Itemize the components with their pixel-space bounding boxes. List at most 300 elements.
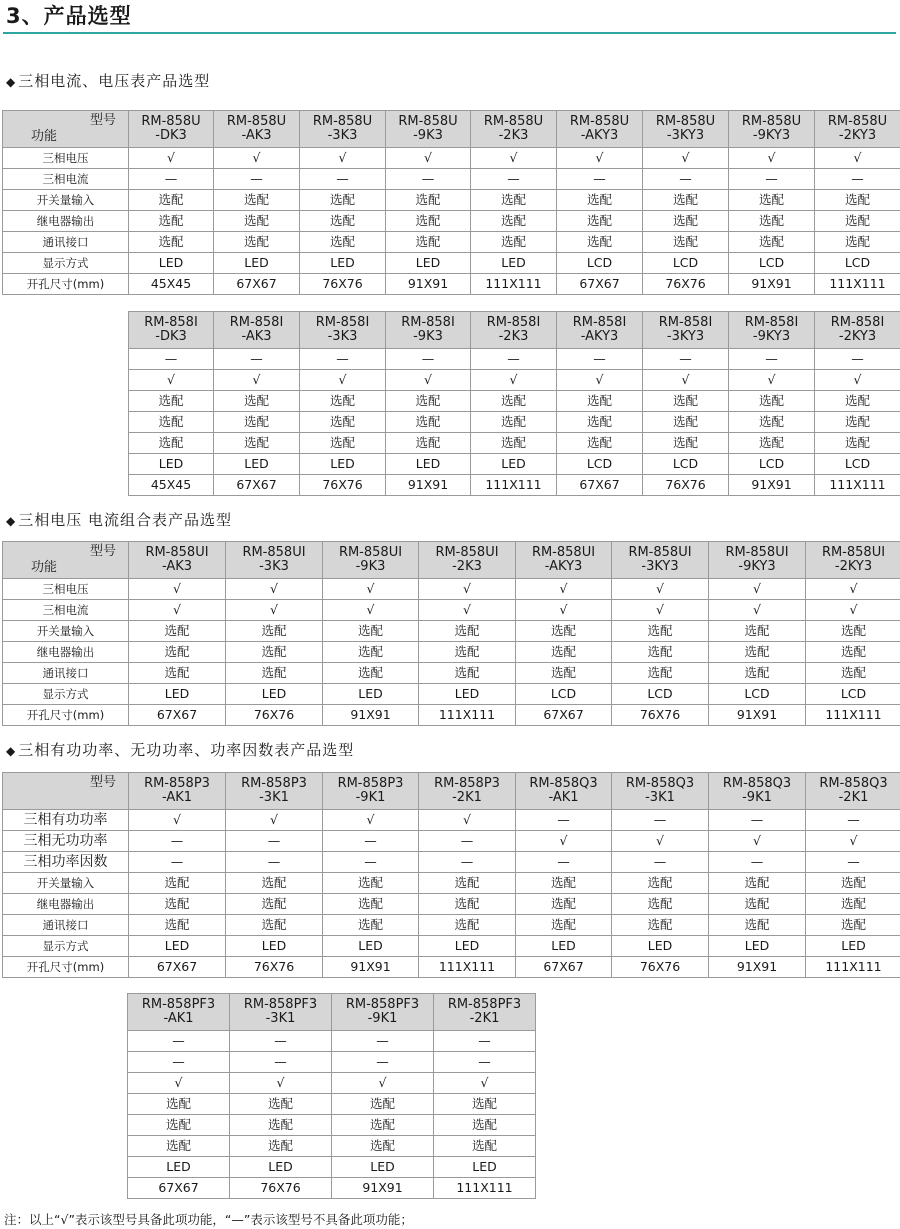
table-cell: LED	[323, 936, 419, 957]
table-cell: 选配	[612, 873, 709, 894]
model-suffix: -9K3	[413, 128, 443, 143]
table-cell: LED	[471, 454, 557, 475]
table-cell: LED	[516, 936, 612, 957]
row-label: 开关量输入	[3, 621, 129, 642]
table-cell: 选配	[419, 642, 516, 663]
table-cell: LED	[226, 684, 323, 705]
table-cell: LED	[128, 1157, 230, 1178]
table-cell: 76X76	[230, 1178, 332, 1199]
table-cell: 91X91	[332, 1178, 434, 1199]
model-name: RM-858I	[830, 315, 885, 330]
header-row	[129, 312, 900, 349]
section3-heading-text: 三相有功功率、无功功率、功率因数表产品选型	[18, 741, 355, 759]
diamond-icon: ◆	[6, 514, 17, 528]
table-cell: 选配	[806, 642, 900, 663]
table-cell: 选配	[471, 412, 557, 433]
row-label: 三相有功功率	[3, 810, 129, 831]
corner-function-label: 功能	[31, 560, 58, 575]
table-cell: 选配	[300, 433, 386, 454]
table-cell: 选配	[557, 433, 643, 454]
table-cell: √	[226, 600, 323, 621]
row-label: 三相电流	[3, 169, 129, 190]
table-row	[128, 1115, 536, 1136]
table-cell: 选配	[709, 894, 806, 915]
table-cell: 选配	[516, 915, 612, 936]
model-name: RM-858I	[658, 315, 713, 330]
table-row	[3, 232, 900, 253]
table-cell: 45X45	[129, 475, 214, 496]
table-cell: 选配	[214, 211, 300, 232]
table-cell: √	[214, 148, 300, 169]
table-cell: LCD	[643, 454, 729, 475]
table-cell: 选配	[557, 391, 643, 412]
table-cell: 选配	[129, 642, 226, 663]
table-cell: 选配	[128, 1115, 230, 1136]
table-cell: √	[709, 579, 806, 600]
table-cell: √	[806, 831, 900, 852]
model-suffix: -9K3	[413, 329, 443, 344]
table-cell: 选配	[226, 621, 323, 642]
table-cell: 选配	[612, 915, 709, 936]
table-cell: 选配	[516, 642, 612, 663]
footnote: 注：以上“√”表示该型号具备此项功能，“—”表示该型号不具备此项功能；	[4, 1212, 413, 1227]
model-name: RM-858I	[486, 315, 541, 330]
table-cell: 选配	[386, 433, 471, 454]
table-row	[3, 190, 900, 211]
table-cell: √	[129, 810, 226, 831]
table-cell: 76X76	[643, 274, 729, 295]
table-cell: 选配	[434, 1115, 536, 1136]
model-name: RM-858U	[655, 114, 716, 129]
table-cell: —	[129, 169, 214, 190]
table-cell: 91X91	[729, 475, 815, 496]
table-cell: 选配	[815, 232, 900, 253]
model-header	[815, 111, 900, 148]
model-suffix: -2KY3	[834, 559, 873, 574]
table-cell: √	[129, 600, 226, 621]
table-cell: √	[419, 579, 516, 600]
table-cell: 选配	[557, 190, 643, 211]
table-cell: √	[386, 370, 471, 391]
table-cell: 选配	[214, 190, 300, 211]
model-header	[557, 111, 643, 148]
row-label: 通讯接口	[3, 663, 129, 684]
model-header	[434, 994, 536, 1031]
table-cell: 选配	[643, 391, 729, 412]
model-name: RM-858U	[141, 114, 201, 129]
table-cell: —	[230, 1052, 332, 1073]
table-cell: 选配	[300, 412, 386, 433]
model-header	[129, 773, 226, 810]
table-cell: 91X91	[323, 705, 419, 726]
table-row	[129, 412, 900, 433]
model-suffix: -2K3	[452, 559, 482, 574]
table-row	[3, 810, 900, 831]
row-label: 通讯接口	[3, 232, 129, 253]
table-cell: 选配	[323, 621, 419, 642]
section2-heading	[6, 509, 232, 530]
table-row	[3, 831, 900, 852]
table-cell: √	[643, 370, 729, 391]
table-cell: √	[471, 148, 557, 169]
table-row	[3, 936, 900, 957]
table-cell: 选配	[643, 190, 729, 211]
table-cell: 选配	[806, 894, 900, 915]
table-cell: —	[332, 1031, 434, 1052]
table-cell: 选配	[815, 391, 900, 412]
title-rule	[3, 32, 896, 34]
table-cell: 67X67	[214, 475, 300, 496]
table-row	[3, 579, 900, 600]
table-cell: 选配	[612, 642, 709, 663]
row-label: 继电器输出	[3, 894, 129, 915]
model-name: RM-858I	[401, 315, 455, 330]
table-cell: LCD	[557, 253, 643, 274]
row-label: 开关量输入	[3, 190, 129, 211]
table-cell: 选配	[612, 621, 709, 642]
table-cell: 选配	[129, 621, 226, 642]
table-cell: 选配	[300, 190, 386, 211]
model-header	[230, 994, 332, 1031]
row-label: 继电器输出	[3, 642, 129, 663]
table-cell: 选配	[230, 1136, 332, 1157]
table-cell: 67X67	[557, 475, 643, 496]
table-cell: LCD	[643, 253, 729, 274]
table-cell: LED	[129, 684, 226, 705]
table-row	[3, 211, 900, 232]
model-suffix: -AK1	[161, 790, 193, 805]
table-cell: —	[806, 852, 900, 873]
table-row	[3, 148, 900, 169]
table-cell: —	[128, 1031, 230, 1052]
model-header	[300, 111, 386, 148]
table-row	[3, 663, 900, 684]
row-label: 继电器输出	[3, 211, 129, 232]
table-row	[129, 454, 900, 475]
model-header	[471, 111, 557, 148]
model-suffix: -2KY3	[838, 329, 877, 344]
model-name: RM-858Q3	[819, 776, 888, 791]
table-cell: 选配	[815, 190, 900, 211]
model-header	[214, 111, 300, 148]
table-cell: LED	[419, 936, 516, 957]
table-cell: 选配	[419, 915, 516, 936]
table-cell: 选配	[729, 433, 815, 454]
model-suffix: -9K3	[355, 559, 386, 574]
table-cell: LED	[300, 454, 386, 475]
model-name: RM-858UI	[725, 545, 789, 560]
model-suffix: -2K3	[498, 128, 529, 143]
section1-heading-text: 三相电流、电压表产品选型	[18, 72, 211, 90]
table-cell: 选配	[300, 391, 386, 412]
table-cell: 76X76	[612, 957, 709, 978]
table-cell: 67X67	[516, 705, 612, 726]
table-cell: 111X111	[815, 475, 900, 496]
model-name: RM-858I	[744, 315, 799, 330]
section2-heading-text: 三相电压 电流组合表产品选型	[18, 511, 233, 529]
table-cell: 91X91	[323, 957, 419, 978]
table-cell: √	[226, 579, 323, 600]
table-current-models	[128, 311, 900, 496]
table-cell: 选配	[557, 211, 643, 232]
table-cell: LED	[709, 936, 806, 957]
table-cell: 选配	[516, 621, 612, 642]
table-cell: 选配	[129, 391, 214, 412]
table-cell: 选配	[129, 211, 214, 232]
table-cell: √	[129, 579, 226, 600]
table-cell: —	[709, 810, 806, 831]
table-cell: 选配	[806, 915, 900, 936]
table-cell: 67X67	[129, 705, 226, 726]
model-name: RM-858UI	[145, 545, 209, 560]
table-cell: 76X76	[612, 705, 709, 726]
table-cell: √	[612, 579, 709, 600]
table-cell: LCD	[729, 253, 815, 274]
table-cell: 76X76	[226, 705, 323, 726]
model-name: RM-858PF3	[141, 997, 216, 1012]
table-cell: 选配	[332, 1094, 434, 1115]
table-cell: 选配	[230, 1115, 332, 1136]
table-row	[128, 1136, 536, 1157]
diamond-icon: ◆	[6, 75, 17, 89]
table-cell: LED	[386, 253, 471, 274]
table-cell: 选配	[332, 1115, 434, 1136]
table-cell: —	[434, 1052, 536, 1073]
model-suffix: -AK3	[161, 559, 193, 574]
table-voltage-current-combo	[2, 541, 900, 726]
table-cell: 选配	[128, 1136, 230, 1157]
table-cell: 选配	[806, 663, 900, 684]
table-cell: —	[806, 810, 900, 831]
table-cell: 选配	[419, 894, 516, 915]
model-header	[129, 542, 226, 579]
table-cell: LED	[419, 684, 516, 705]
table-cell: 111X111	[471, 475, 557, 496]
model-header	[419, 773, 516, 810]
table-cell: 选配	[709, 663, 806, 684]
table-cell: √	[419, 600, 516, 621]
table-cell: 选配	[471, 190, 557, 211]
model-name: RM-858U	[483, 114, 544, 129]
model-suffix: -3K1	[259, 790, 289, 805]
table-cell: √	[300, 370, 386, 391]
table-row	[129, 370, 900, 391]
table-cell: 67X67	[557, 274, 643, 295]
table-cell: —	[643, 349, 729, 370]
table-row	[128, 1031, 536, 1052]
table-cell: LCD	[709, 684, 806, 705]
model-header	[386, 111, 471, 148]
table-cell: 91X91	[729, 274, 815, 295]
table-cell: 76X76	[226, 957, 323, 978]
row-label: 三相电流	[3, 600, 129, 621]
table-cell: LCD	[815, 253, 900, 274]
table-cell: 选配	[419, 621, 516, 642]
table-cell: √	[806, 579, 900, 600]
model-header	[332, 994, 434, 1031]
table-row	[3, 894, 900, 915]
model-suffix: -9K1	[742, 790, 772, 805]
table-cell: 选配	[129, 412, 214, 433]
table-cell: —	[230, 1031, 332, 1052]
row-label: 三相无功功率	[3, 831, 129, 852]
table-cell: —	[129, 349, 214, 370]
model-header	[643, 312, 729, 349]
table-cell: —	[612, 852, 709, 873]
header-row	[128, 994, 536, 1031]
model-suffix: -3KY3	[666, 128, 705, 143]
table-cell: —	[729, 349, 815, 370]
table-cell: 选配	[386, 391, 471, 412]
table-row	[3, 852, 900, 873]
table-cell: √	[709, 831, 806, 852]
table-cell: √	[226, 810, 323, 831]
model-suffix: -AK3	[241, 329, 272, 344]
table-cell: —	[128, 1052, 230, 1073]
table-cell: —	[612, 810, 709, 831]
table-row	[129, 475, 900, 496]
table-cell: LED	[332, 1157, 434, 1178]
table-cell: √	[230, 1073, 332, 1094]
model-name: RM-858U	[226, 114, 287, 129]
model-suffix: -9KY3	[752, 329, 791, 344]
model-suffix: -2K1	[469, 1011, 500, 1026]
table-cell: 选配	[557, 232, 643, 253]
table-cell: —	[386, 349, 471, 370]
table-cell: 76X76	[300, 475, 386, 496]
model-suffix: -3K3	[327, 329, 358, 344]
table-row	[128, 1073, 536, 1094]
table-row	[128, 1157, 536, 1178]
table-cell: √	[323, 810, 419, 831]
table-cell: LED	[300, 253, 386, 274]
corner-label	[3, 542, 128, 578]
table-cell: —	[300, 349, 386, 370]
table-cell: LCD	[516, 684, 612, 705]
model-header	[643, 111, 729, 148]
table-cell: 67X67	[129, 957, 226, 978]
model-name: RM-858Q3	[625, 776, 695, 791]
table-cell: 选配	[815, 433, 900, 454]
table-cell: 111X111	[471, 274, 557, 295]
table-cell: 111X111	[806, 957, 900, 978]
table-cell: 选配	[323, 915, 419, 936]
model-name: RM-858Q3	[722, 776, 792, 791]
model-suffix: -3K3	[327, 128, 358, 143]
table-cell: 选配	[129, 190, 214, 211]
table-cell: —	[332, 1052, 434, 1073]
model-name: RM-858UI	[821, 545, 886, 560]
table-row	[128, 1178, 536, 1199]
table-cell: LED	[471, 253, 557, 274]
table-cell: √	[643, 148, 729, 169]
table-cell: LED	[612, 936, 709, 957]
model-suffix: -AKY3	[580, 128, 619, 143]
table-cell: 选配	[214, 433, 300, 454]
header-row	[3, 111, 900, 148]
model-name: RM-858P3	[337, 776, 404, 791]
table-cell: 选配	[129, 232, 214, 253]
table-cell: 91X91	[386, 274, 471, 295]
table-cell: 67X67	[128, 1178, 230, 1199]
table-cell: 选配	[806, 621, 900, 642]
table-cell: 选配	[612, 663, 709, 684]
table-cell: 选配	[729, 232, 815, 253]
model-suffix: -2K3	[498, 329, 529, 344]
model-header	[129, 111, 214, 148]
corner-function-label: 功能	[31, 129, 58, 144]
table-cell: 选配	[386, 190, 471, 211]
corner-label	[3, 111, 128, 147]
table-cell: 111X111	[806, 705, 900, 726]
model-suffix: -AKY3	[544, 559, 583, 574]
table-power-factor	[127, 993, 536, 1199]
model-name: RM-858P3	[144, 776, 210, 791]
table-cell: 选配	[729, 391, 815, 412]
table-cell: LCD	[612, 684, 709, 705]
table-cell: 选配	[643, 433, 729, 454]
table-cell: 选配	[214, 391, 300, 412]
table-cell: 111X111	[434, 1178, 536, 1199]
model-name: RM-858PF3	[345, 997, 420, 1012]
model-header	[806, 542, 900, 579]
table-cell: LCD	[729, 454, 815, 475]
model-header	[709, 773, 806, 810]
table-cell: 选配	[434, 1136, 536, 1157]
model-header	[128, 994, 230, 1031]
table-cell: 选配	[471, 391, 557, 412]
table-cell: 选配	[129, 894, 226, 915]
corner-cell	[3, 111, 129, 148]
model-suffix: -DK3	[155, 128, 187, 143]
table-cell: LED	[214, 253, 300, 274]
table-cell: √	[612, 831, 709, 852]
table-cell: —	[323, 831, 419, 852]
table-cell: LCD	[806, 684, 900, 705]
model-header	[214, 312, 300, 349]
model-header	[806, 773, 900, 810]
table-cell: 选配	[230, 1094, 332, 1115]
table-cell: √	[612, 600, 709, 621]
table-cell: √	[729, 148, 815, 169]
table-cell: 选配	[643, 412, 729, 433]
table-row	[129, 349, 900, 370]
table-cell: —	[300, 169, 386, 190]
table-cell: 选配	[386, 211, 471, 232]
table-cell: √	[516, 831, 612, 852]
table-cell: √	[709, 600, 806, 621]
table-cell: 选配	[815, 412, 900, 433]
model-suffix: -DK3	[155, 329, 187, 344]
table-row	[128, 1052, 536, 1073]
table-row	[3, 253, 900, 274]
model-suffix: -9KY3	[752, 128, 791, 143]
row-label: 显示方式	[3, 684, 129, 705]
table-cell: 选配	[323, 873, 419, 894]
table-cell: 选配	[516, 663, 612, 684]
model-header	[300, 312, 386, 349]
model-name: RM-858I	[315, 315, 370, 330]
table-cell: 选配	[323, 642, 419, 663]
corner-cell	[3, 773, 129, 810]
table-cell: 选配	[612, 894, 709, 915]
table-cell: 选配	[434, 1094, 536, 1115]
model-suffix: -3K1	[645, 790, 675, 805]
model-name: RM-858I	[572, 315, 627, 330]
corner-label	[3, 773, 128, 809]
table-cell: 45X45	[129, 274, 214, 295]
table-cell: 选配	[806, 873, 900, 894]
